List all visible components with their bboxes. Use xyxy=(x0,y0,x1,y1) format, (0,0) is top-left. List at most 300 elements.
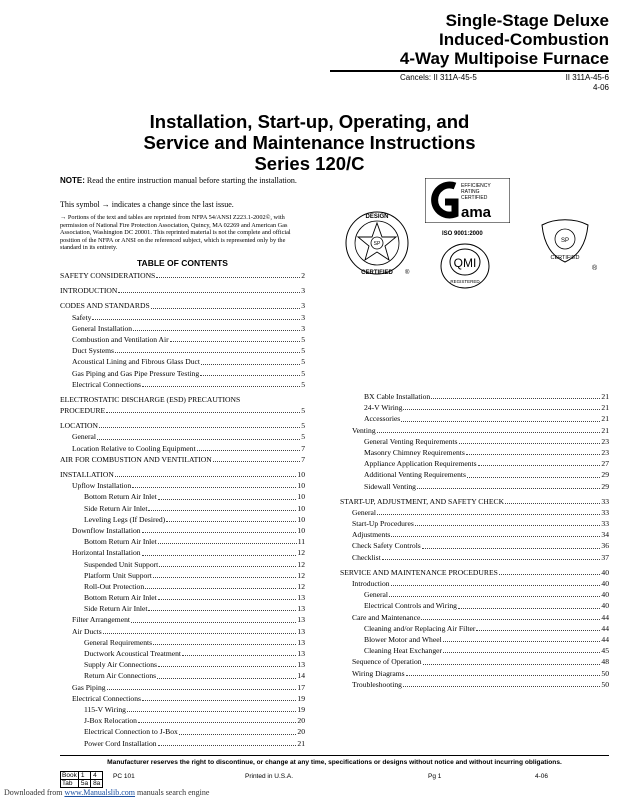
toc-entry-page: 10 xyxy=(297,503,305,513)
toc-entry-title: Roll-Out Protection xyxy=(84,581,145,591)
toc-entry xyxy=(60,368,305,379)
title-line-2: Service and Maintenance Instructions xyxy=(143,132,476,153)
toc-entry-title: Gas Piping and Gas Pipe Pressure Testing xyxy=(72,368,200,378)
toc-entry-page: 50 xyxy=(601,679,609,689)
toc-right-column xyxy=(340,391,609,690)
toc-entry xyxy=(60,670,305,681)
toc-leader-dots xyxy=(138,715,296,723)
toc-entry-title: CODES AND STANDARDS xyxy=(60,301,150,311)
toc-entry-title: INSTALLATION xyxy=(60,470,114,479)
toc-entry-title: Filter Arrangement xyxy=(72,615,130,625)
toc-leader-dots xyxy=(148,503,296,511)
toc-entry xyxy=(340,413,609,424)
gama-line-3: CERTIFIED xyxy=(461,195,488,201)
toc-entry-page: 3 xyxy=(301,301,305,311)
svg-text:SP: SP xyxy=(373,241,381,247)
toc-leader-dots xyxy=(170,334,301,342)
toc-entry-title: Checklist xyxy=(352,552,381,562)
toc-entry xyxy=(340,391,609,402)
toc-entry-title: Side Return Air Inlet xyxy=(84,503,148,513)
toc-entry xyxy=(60,637,305,648)
toc-entry-title: Downflow Installation xyxy=(72,525,141,535)
toc-entry-title: Sidewall Venting xyxy=(364,481,416,491)
toc-entry-title: Electrical Controls and Wiring xyxy=(364,601,457,611)
toc-entry-page: 19 xyxy=(297,704,305,714)
doc-date: 4-06 xyxy=(592,83,609,92)
toc-entry xyxy=(340,458,609,469)
toc-leader-dots xyxy=(97,431,300,439)
book-tab-box xyxy=(60,771,103,788)
toc-entry-page: 13 xyxy=(297,637,305,647)
toc-leader-dots xyxy=(158,659,296,667)
toc-entry-page: 37 xyxy=(601,552,609,562)
toc-entry xyxy=(60,525,305,536)
toc-entry xyxy=(60,715,305,726)
toc-leader-dots xyxy=(131,614,296,622)
toc-entry-page: 36 xyxy=(601,541,609,551)
toc-leader-dots xyxy=(153,570,296,578)
toc-entry-page: 44 xyxy=(601,634,609,644)
toc-entry xyxy=(340,567,609,578)
toc-entry-page: 2 xyxy=(301,271,305,280)
qmi-registered: REGISTERED xyxy=(450,279,480,284)
nfpa-fine-print: → Portions of the text and tables are reprinted from NFPA 54/ANSI Z223.1-2002©, with permission of National Fire Protection Association, Quincy, MA 02269 and American Gas Association, Washington DC 20001. This reprinted material is not the complete and official position of the NFPA or ANSI on the referenced subject, which is represented only by the standard in its entirety. xyxy=(60,214,291,251)
toc-entry xyxy=(60,726,305,737)
gama-line-2: RATING xyxy=(461,189,480,195)
gama-word: ama xyxy=(461,204,492,221)
toc-leader-dots xyxy=(133,323,300,331)
toc-leader-dots xyxy=(505,496,600,504)
qmi-logo xyxy=(430,242,500,294)
toc-leader-dots xyxy=(382,552,601,560)
toc-leader-dots xyxy=(389,589,600,597)
toc-leader-dots xyxy=(157,670,296,678)
toc-entry-page: 20 xyxy=(297,716,305,726)
toc-left-column xyxy=(60,270,305,749)
toc-leader-dots xyxy=(476,623,600,631)
toc-leader-dots xyxy=(156,270,300,278)
toc-entry xyxy=(340,436,609,447)
toc-entry-title: Side Return Air Inlet xyxy=(84,604,148,614)
toc-entry-title: 24-V Wiring xyxy=(364,403,403,413)
toc-leader-dots xyxy=(415,518,601,526)
toc-entry xyxy=(60,536,305,547)
toc-entry-page: 23 xyxy=(601,447,609,457)
toc-entry-title: Air Ducts xyxy=(72,626,102,636)
toc-leader-dots xyxy=(403,402,600,410)
toc-entry-page: 21 xyxy=(601,414,609,424)
toc-entry xyxy=(340,469,609,480)
toc-entry xyxy=(60,454,305,465)
toc-leader-dots xyxy=(478,458,601,466)
design-text: DESIGN xyxy=(365,214,389,220)
toc-entry-page: 3 xyxy=(301,312,305,322)
toc-leader-dots xyxy=(417,481,600,489)
toc-entry xyxy=(340,496,609,507)
toc-entry xyxy=(60,603,305,614)
certified-word: CERTIFIED xyxy=(550,255,580,261)
toc-leader-dots xyxy=(377,507,600,515)
toc-leader-dots xyxy=(443,634,601,642)
toc-entry-page: 5 xyxy=(301,379,305,389)
toc-entry-title: ELECTROSTATIC DISCHARGE (ESD) PRECAUTIONS xyxy=(60,394,241,404)
toc-leader-dots xyxy=(466,447,601,455)
toc-leader-dots xyxy=(431,391,600,399)
download-suffix: manuals search engine xyxy=(135,788,210,797)
toc-entry-page: 19 xyxy=(297,693,305,703)
toc-entry xyxy=(60,431,305,442)
toc-entry xyxy=(340,679,609,690)
toc-leader-dots xyxy=(459,436,601,444)
toc-entry xyxy=(60,704,305,715)
toc-entry-title: General xyxy=(364,590,389,600)
toc-entry xyxy=(60,626,305,637)
toc-leader-dots xyxy=(377,425,601,433)
toc-entry-page: 40 xyxy=(601,567,609,577)
toc-entry-title: 115-V Wiring xyxy=(84,704,126,714)
toc-entry-page: 29 xyxy=(601,481,609,491)
toc-entry-page: 11 xyxy=(297,537,305,547)
toc-entry xyxy=(60,379,305,390)
toc-entry xyxy=(340,589,609,600)
toc-leader-dots xyxy=(142,693,296,701)
toc-entry-page: 5 xyxy=(301,368,305,378)
toc-entry xyxy=(340,425,609,436)
toc-entry-page: 5 xyxy=(301,334,305,344)
header-line-2: Induced-Combustion xyxy=(439,30,609,49)
toc-leader-dots xyxy=(403,679,600,687)
toc-leader-dots xyxy=(151,300,301,308)
toc-entry xyxy=(60,285,305,296)
book-value-2: 4 xyxy=(91,772,103,780)
toc-entry-title: Electrical Connections xyxy=(72,379,141,389)
toc-entry-title: Electrical Connection to J-Box xyxy=(84,727,178,737)
toc-entry-page: 10 xyxy=(297,481,305,491)
toc-entry xyxy=(340,645,609,656)
toc-entry-page: 21 xyxy=(601,392,609,401)
toc-leader-dots xyxy=(421,612,600,620)
toc-entry-title: Blower Motor and Wheel xyxy=(364,634,442,644)
toc-entry-page: 12 xyxy=(297,570,305,580)
toc-entry-page: 5 xyxy=(301,406,305,416)
toc-entry-title: SAFETY CONSIDERATIONS xyxy=(60,271,156,280)
toc-entry-title: General xyxy=(352,507,377,517)
svg-text:SP: SP xyxy=(560,238,570,244)
toc-entry-page: 5 xyxy=(301,346,305,356)
toc-entry xyxy=(60,323,305,334)
toc-entry-title: Location Relative to Cooling Equipment xyxy=(72,443,196,453)
toc-entry-page: 3 xyxy=(301,286,305,296)
toc-entry xyxy=(340,447,609,458)
toc-leader-dots xyxy=(499,567,601,575)
toc-entry-title: Cleaning and/or Replacing Air Filter xyxy=(364,623,476,633)
toc-leader-dots xyxy=(182,648,296,656)
toc-entry-page: 21 xyxy=(297,738,305,748)
toc-entry-page: 40 xyxy=(601,590,609,600)
toc-leader-dots xyxy=(127,704,296,712)
gama-logo xyxy=(425,178,510,223)
toc-leader-dots xyxy=(115,345,300,353)
toc-entry xyxy=(60,469,305,480)
toc-entry xyxy=(60,491,305,502)
toc-entry xyxy=(340,402,609,413)
toc-entry-title: Check Safety Controls xyxy=(352,541,421,551)
toc-entry-title: Adjustments xyxy=(352,530,391,540)
toc-leader-dots xyxy=(443,645,600,653)
toc-entry-title: LOCATION xyxy=(60,421,98,431)
toc-leader-dots xyxy=(158,738,297,746)
toc-entry xyxy=(60,559,305,570)
toc-entry-title: General Installation xyxy=(72,323,133,333)
toc-entry-page: 40 xyxy=(601,579,609,588)
footer-date: 4-06 xyxy=(535,773,549,780)
toc-entry-title: Cleaning Heat Exchanger xyxy=(364,646,443,656)
toc-entry-page: 27 xyxy=(601,459,609,469)
toc-entry-page: 45 xyxy=(601,646,609,656)
toc-entry-title: Bottom Return Air Inlet xyxy=(84,537,157,547)
toc-leader-dots xyxy=(467,469,600,477)
design-certified-logo xyxy=(345,208,410,278)
book-label: Book xyxy=(62,772,77,779)
toc-leader-dots xyxy=(401,413,600,421)
toc-entry-page: 44 xyxy=(601,612,609,622)
toc-entry-title: AIR FOR COMBUSTION AND VENTILATION xyxy=(60,454,212,464)
toc-leader-dots xyxy=(201,356,300,364)
toc-entry xyxy=(340,540,609,551)
toc-entry-page: 12 xyxy=(297,581,305,591)
toc-leader-dots xyxy=(406,668,601,676)
toc-leader-dots xyxy=(391,578,601,586)
toc-entry xyxy=(60,514,305,525)
toc-leader-dots xyxy=(153,637,296,645)
toc-entry-page: 40 xyxy=(601,601,609,611)
toc-leader-dots xyxy=(423,656,601,664)
toc-entry-title: SERVICE AND MAINTENANCE PROCEDURES xyxy=(340,567,498,577)
toc-entry xyxy=(60,592,305,603)
toc-entry-page: 7 xyxy=(301,443,305,453)
toc-leader-dots xyxy=(158,592,297,600)
toc-leader-dots xyxy=(200,368,300,376)
header-rule xyxy=(330,70,609,72)
certified-reg-mark: ® xyxy=(592,265,598,272)
toc-leader-dots xyxy=(115,469,297,477)
toc-entry-title: Venting xyxy=(352,425,376,435)
toc-entry xyxy=(60,270,305,281)
gama-line-1: EFFICIENCY xyxy=(461,183,491,189)
toc-entry xyxy=(60,738,305,749)
toc-entry-title: Suspended Unit Support xyxy=(84,559,159,569)
toc-entry-title: Wiring Diagrams xyxy=(352,668,405,678)
toc-entry-page: 13 xyxy=(297,660,305,670)
toc-leader-dots xyxy=(142,525,297,533)
toc-entry-page: 33 xyxy=(601,496,609,506)
header-line-3: 4-Way Multipoise Furnace xyxy=(399,49,609,68)
tab-value-1: 5a xyxy=(78,780,90,788)
toc-entry-title: General Venting Requirements xyxy=(364,436,458,446)
toc-entry-title: BX Cable Installation xyxy=(364,392,431,401)
toc-entry xyxy=(60,614,305,625)
toc-entry-page: 7 xyxy=(301,454,305,464)
toc-entry-title: Duct Systems xyxy=(72,346,114,356)
toc-entry xyxy=(60,345,305,356)
toc-entry-title: Acoustical Lining and Fibrous Glass Duct xyxy=(72,357,201,367)
toc-entry-page: 5 xyxy=(301,421,305,431)
toc-entry-page: 21 xyxy=(601,425,609,435)
toc-leader-dots xyxy=(166,514,296,522)
toc-leader-dots xyxy=(158,491,297,499)
toc-entry-title: INTRODUCTION xyxy=(60,286,118,296)
toc-entry xyxy=(60,682,305,693)
toc-entry xyxy=(340,600,609,611)
toc-entry-title: Power Cord Installation xyxy=(84,738,157,748)
toc-entry xyxy=(60,480,305,491)
toc-entry-title: START-UP, ADJUSTMENT, AND SAFETY CHECK xyxy=(340,496,505,506)
tab-value-2: 8a xyxy=(91,780,103,788)
toc-entry-page: 44 xyxy=(601,623,609,633)
toc-entry-page: 3 xyxy=(301,323,305,333)
toc-entry-page: 13 xyxy=(297,649,305,658)
toc-entry xyxy=(340,518,609,529)
toc-entry xyxy=(340,578,609,589)
toc-entry-page: 17 xyxy=(297,682,305,692)
manualslib-link[interactable]: www.Manualslib.com xyxy=(64,788,136,797)
header-line-1: Single-Stage Deluxe xyxy=(445,11,609,30)
toc-entry-title: Introduction xyxy=(352,579,390,588)
download-line xyxy=(4,788,209,797)
toc-entry-title: Additional Venting Requirements xyxy=(364,470,466,480)
toc-title: TABLE OF CONTENTS xyxy=(137,258,228,268)
pc-number: PC 101 xyxy=(113,773,135,780)
toc-entry-title: Bottom Return Air Inlet xyxy=(84,492,157,502)
toc-entry xyxy=(60,356,305,367)
toc-entry-page: 13 xyxy=(297,626,305,636)
toc-entry-title: Return Air Connections xyxy=(84,671,157,681)
toc-leader-dots xyxy=(159,559,296,567)
design-reg-mark: ® xyxy=(405,270,410,276)
note-text: Read the entire instruction manual before starting the installation. xyxy=(86,176,297,185)
toc-leader-dots xyxy=(148,603,296,611)
toc-leader-dots xyxy=(391,529,600,537)
toc-entry-page: 5 xyxy=(301,357,305,367)
toc-entry xyxy=(60,693,305,704)
toc-entry-title: Upflow Installation xyxy=(72,481,132,491)
toc-leader-dots xyxy=(142,547,297,555)
toc-entry xyxy=(340,507,609,518)
toc-entry-page: 29 xyxy=(601,470,609,480)
toc-entry-title: Combustion and Ventilation Air xyxy=(72,334,169,344)
toc-entry xyxy=(340,634,609,645)
toc-entry-title: Appliance Application Requirements xyxy=(364,459,477,469)
toc-leader-dots xyxy=(103,626,297,634)
toc-entry-page: 13 xyxy=(297,604,305,614)
toc-leader-dots xyxy=(241,394,304,402)
toc-entry-page: 13 xyxy=(297,593,305,603)
certified-logo xyxy=(530,210,600,275)
toc-leader-dots xyxy=(142,379,300,387)
toc-entry xyxy=(60,334,305,345)
cancels-text: Cancels: II 311A-45-5 xyxy=(400,73,477,82)
toc-entry-title: Accessories xyxy=(364,414,401,424)
toc-leader-dots xyxy=(106,405,300,413)
toc-entry-title: Start-Up Procedures xyxy=(352,519,414,529)
toc-entry-title: Safety xyxy=(72,312,92,322)
toc-entry-title: General Requirements xyxy=(84,637,153,647)
title-line-3: Series 120/C xyxy=(254,153,365,174)
toc-entry-title: General xyxy=(72,432,97,442)
toc-entry-title: Care and Maintenance xyxy=(352,612,421,622)
toc-entry xyxy=(340,612,609,623)
toc-entry xyxy=(340,656,609,667)
toc-entry xyxy=(60,570,305,581)
toc-entry xyxy=(60,312,305,323)
book-value-1: 1 xyxy=(78,772,90,780)
certified-text: CERTIFIED xyxy=(361,270,393,276)
toc-entry-page: 12 xyxy=(297,559,305,569)
toc-entry-title: Bottom Return Air Inlet xyxy=(84,593,157,603)
toc-entry xyxy=(340,481,609,492)
toc-leader-dots xyxy=(145,581,296,589)
toc-entry xyxy=(60,581,305,592)
toc-entry-title: Horizontal Installation xyxy=(72,548,141,558)
toc-entry-title: Gas Piping xyxy=(72,682,106,692)
toc-leader-dots xyxy=(132,480,296,488)
toc-entry-page: 20 xyxy=(297,727,305,737)
toc-leader-dots xyxy=(99,420,300,428)
toc-entry-page: 10 xyxy=(297,492,305,502)
toc-entry-title: J-Box Relocation xyxy=(84,716,137,726)
change-symbol-note: This symbol → indicates a change since the last issue. xyxy=(60,200,234,209)
toc-leader-dots xyxy=(107,682,297,690)
download-prefix: Downloaded from xyxy=(4,788,65,797)
iso-text: ISO 9001:2000 xyxy=(442,231,483,237)
toc-entry-page: 48 xyxy=(601,657,609,667)
toc-entry xyxy=(60,503,305,514)
toc-entry-title: Ductwork Acoustical Treatment xyxy=(84,649,182,658)
toc-leader-dots xyxy=(179,726,297,734)
toc-entry-page: 21 xyxy=(601,403,609,413)
toc-entry xyxy=(60,394,305,405)
toc-entry xyxy=(60,443,305,454)
tab-label: Tab xyxy=(61,780,79,788)
toc-entry-title: Electrical Connections xyxy=(72,693,141,703)
toc-entry xyxy=(340,552,609,563)
toc-entry xyxy=(60,420,305,431)
note-paragraph xyxy=(60,176,305,186)
toc-entry xyxy=(340,623,609,634)
toc-entry xyxy=(60,547,305,558)
toc-leader-dots xyxy=(158,536,297,544)
toc-entry xyxy=(340,529,609,540)
toc-leader-dots xyxy=(422,540,601,548)
note-label: NOTE: xyxy=(60,176,85,185)
toc-entry-page: 10 xyxy=(297,470,305,479)
toc-leader-dots xyxy=(197,443,301,451)
toc-entry-title: Masonry Chimney Requirements xyxy=(364,447,465,457)
toc-entry-page: 23 xyxy=(601,436,609,446)
toc-entry-title: Platform Unit Support xyxy=(84,570,152,580)
toc-entry xyxy=(340,668,609,679)
title-line-1: Installation, Start-up, Operating, and xyxy=(149,111,470,132)
toc-entry-page: 14 xyxy=(297,671,305,681)
toc-entry-page: 13 xyxy=(297,615,305,625)
toc-entry-title: PROCEDURE xyxy=(60,406,106,416)
toc-entry-page: 10 xyxy=(297,514,305,524)
toc-entry-title: Troubleshooting xyxy=(352,679,402,689)
toc-entry-title: Leveling Legs (If Desired) xyxy=(84,514,166,524)
toc-leader-dots xyxy=(458,600,600,608)
toc-entry-title: Supply Air Connections xyxy=(84,660,157,670)
toc-leader-dots xyxy=(213,454,300,462)
